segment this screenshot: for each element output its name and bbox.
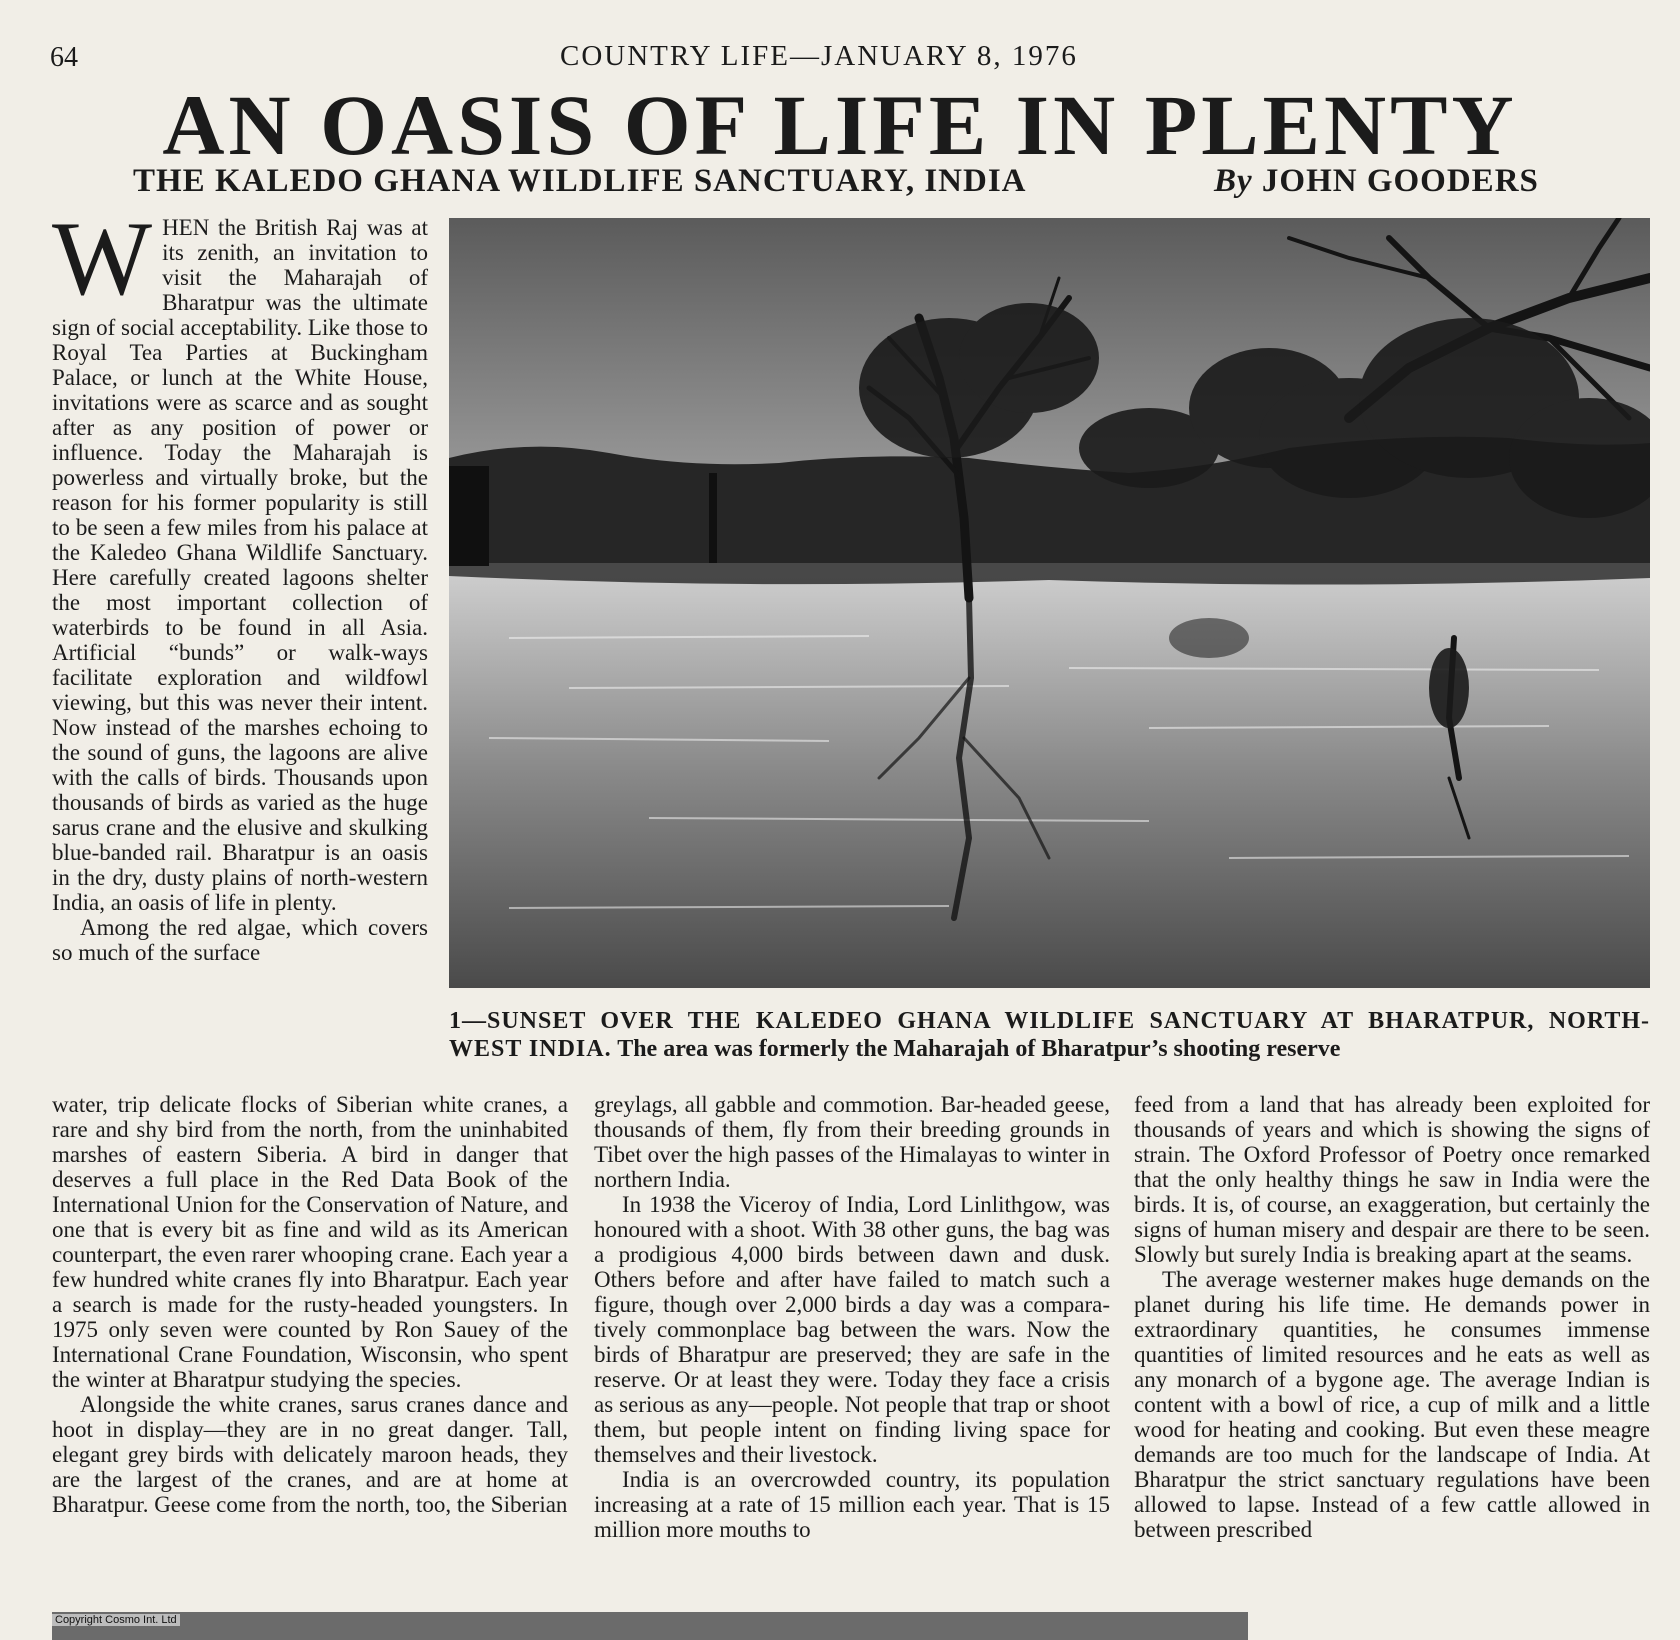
article-subtitle: THE KALEDO GHANA WILDLIFE SANCTUARY, INDIA [133,163,1027,199]
geese-paragraph: greylags, all gabble and commotion. Bar-headed geese, thousands of them, fly from their breeding grounds in Tibet over the high passes of the Himalayas to winter in northern India. [594,1092,1110,1192]
byline [1214,163,1539,200]
left-column [52,1092,568,1517]
viceroy-paragraph: In 1938 the Viceroy of India, Lord Linlithgow, was honoured with a shoot. With 38 other guns, the bag was a prodigious 4,000 birds between dawn and dusk. Others before and after have failed to match such a figure, though over 2,000 birds a day was a comparatively commonplace bag between the wars. Now the birds of Bharatpur are preserved; they are safe in the reserve. Or at least they were. Today they face a crisis as serious as any—people. Not people that trap or shoot them, but people intent on finding living space for themselves and their livestock. [594,1192,1110,1467]
cranes-paragraph-rest: water, trip delicate flocks of Siberian white cranes, a rare and shy bird from the north, from the uninhabited marshes of eastern Siberia. A bird in danger that deserves a full place in the Red Data Book of the International Union for the Conservation of Nature, and one that is every bit as fine and wild as its American counterpart, the even rarer whooping crane. Each year a few hundred white cranes fly into Bharatpur. Each year a search is made for the rusty-headed youngsters. In 1975 only seven were counted by Ron Sauey of the International Crane Foundation, Wisconsin, who spent the winter at Bharatpur studying the species. [52,1092,568,1392]
article-title: AN OASIS OF LIFE IN PLENTY [162,77,1518,173]
bottom-photo-strip [52,1612,1248,1640]
india-paragraph: India is an overcrowded country, its population increasing at a rate of 15 million each year. That is 15 million more mouths to [594,1467,1110,1542]
byline-author: JOHN GOODERS [1261,163,1539,199]
sarus-paragraph: Alongside the white cranes, sarus cranes dance and hoot in display—they are in no great danger. Tall, elegant grey birds with delicately maroon heads, they are the largest of the cranes, and are at home at Bharatpur. Geese come from the north, too, the Siberian [52,1392,568,1517]
photo-caption [449,1007,1650,1063]
page-number: 64 [50,42,78,73]
intro-column [52,200,428,965]
middle-column [594,1092,1110,1542]
intro-paragraph: HEN the British Raj was at its zenith, an invitation to visit the Maharajah of Bharatpur was the ultimate sign of social acceptability. Like those to Royal Tea Parties at Buckingham Palace, or lunch at the White House, invitations were as scarce and as sought after as any position of power or influence. Today the Maharajah is powerless and virtually broke, but the reason for his former popularity is still to be seen a few miles from his palace at the Kaledeo Ghana Wildlife Sanctuary. Here carefully created lagoons shelter the most important collection of waterbirds to be found in all Asia. Artificial “bunds” or walk-ways facilitate exploration and wildfowl viewing, but this was never their intent. Now instead of the marshes echoing to the sound of guns, the lagoons are alive with the calls of birds. Thousands upon thousands of birds as varied as the huge sarus crane and the elusive and skulking blue-banded rail. Bharatpur is an oasis in the dry, dusty plains of north-western India, an oasis of life in plenty. [52,215,428,915]
byline-prefix: By [1214,163,1253,199]
caption-detail: The area was formerly the Maharajah of Bharatpur’s shooting reserve [617,1036,1341,1062]
cranes-paragraph-start: Among the red algae, which covers so much of the surface [52,915,428,965]
india-paragraph-continued: feed from a land that has already been exploited for thousands of years and which is showing the signs of strain. The Oxford Professor of Poetry once remarked that the only healthy things he saw in India were the birds. It is, of course, an exaggeration, but certainly the signs of human misery and despair are there to be seen. Slowly but surely India is breaking apart at the seams. [1134,1092,1650,1267]
caption-main: 1—SUNSET OVER THE KALEDEO GHANA WILDLIFE SANCTUARY AT BHARATPUR, NORTH-WEST INDIA. [449,1008,1650,1062]
drop-cap: W [52,200,153,317]
westerner-paragraph: The average westerner makes huge demands on the planet during his life time. He demands power in extraordinary quantities, he consumes immense quantities of limited resources and he eats as well as any monarch of a bygone age. The average Indian is content with a bowl of rice, a cup of milk and a little wood for heating and cooking. But even these meagre demands are too much for the landscape of India. At Bharatpur the strict sanctuary regulations have been allowed to lapse. Instead of a few cattle allowed in between prescribed [1134,1267,1650,1542]
running-head: COUNTRY LIFE—JANUARY 8, 1976 [560,40,1078,72]
right-column [1134,1092,1650,1542]
copyright-notice: Copyright Cosmo Int. Ltd [52,1614,180,1626]
sunset-lagoon-photo [449,218,1650,988]
